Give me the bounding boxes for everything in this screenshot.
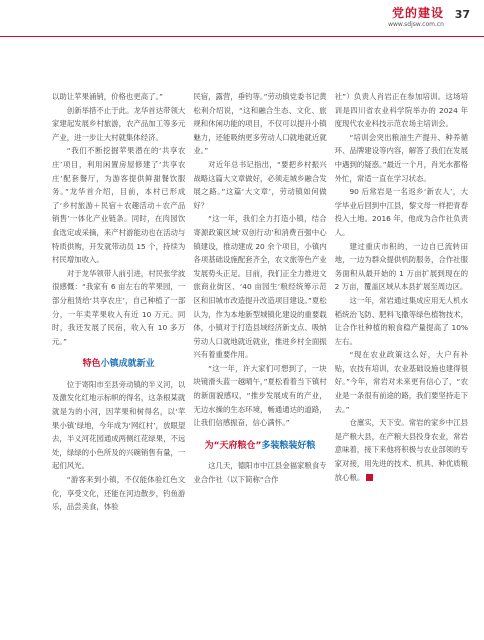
paragraph: 以助让苹果涌销，价格也更高了。”	[52, 92, 163, 101]
page-header	[0, 0, 484, 40]
paragraph: 社”）负责人肖岩正在参加培训。这场培训是四川省农业科学院举办的 2024 年度现代农业科技示范农场主培训会。	[334, 92, 468, 129]
paragraph: “我们不断挖掘苹果潜在的‘共享农庄’项目，利用闲置房屋修建了‘共享农庄’配套餐厅，为游客提供鲜甜餐饮服务。”龙华首介绍，目前，本村已形成了‘乡村旅游＋民宿＋农趣活动＋农产品销售’一体化产业链条。同时，在肉园饮食选定或采摘，来产村游能动也在活动与特质供购，开发就带动员 15 个，持续为村民增加收入。	[52, 146, 186, 265]
paragraph: 建过重庆市积的，一边自已流转田地，一边为群众提供机防服务，合作社服务面积从最开始的 1 万亩扩展到现在的 2 万亩，覆盖区域从本县扩展至周边区。	[334, 241, 468, 292]
paragraph: 对于龙华领带人前引进，村民张学波很感慨：“我家有 6 亩左右的苹果园，一部分租赁给‘共享农庄’，自己种植了一部分，一年卖苹果收入有近 10 万元。同时，我还发展了民宿，收入有 10 多万元。”	[52, 268, 186, 346]
header-rule	[0, 36, 484, 37]
paragraph: 仓廪实，天下安。常岩的家乡中江县是产粮大县，在产粮大县投身农业，常岩意味着，接下来他将积极与农业部领的专家对接，用先进的技术、机具、种优质粮放心粮。	[334, 418, 468, 482]
paragraph: 这几天，德阳市中江县金福家粮食专业合作社（以下简称“合作	[193, 461, 327, 485]
paragraph: “游客来到小镇，不仅能体验红色文化，享受文化，还能在河边散步，钓鱼游乐，品尝美食，体验	[52, 475, 186, 512]
paragraph: “培训会突出粮油生产提升、种养循环、品牌建设等内容，解答了我们在发展中遇到的疑惑。”最近一个月，肖光水都格外忙，常适一直在学习状态。	[334, 132, 468, 183]
column-2	[193, 90, 326, 630]
section-title-accent: 为“天府粮仓”	[204, 440, 262, 451]
section-title-rest: 小镇成就新业	[100, 359, 155, 370]
paragraph: “这一年，许大家们可想到了，一块块镜滑头蓝一越晴午，”夏松看着当下镇村的新面貌感叹，“推步发展成有的产业，无边水操的生态环境，畅通通达的道路，让我们信感振奋，信心满怀。”	[193, 363, 327, 428]
page-number: 37	[454, 8, 470, 21]
paragraph: “这一年，我们全力打造小镇，结合寄源政策区域‘双创行动’和消费百强中心镇建设，推动建成 20 余个项目，小镇内各项基础设施配套齐全，农文旅等色产业发展势头正足。目前，我们正全力推进文旅商业街区、‘40 亩园生’粮经统筹示范区和旧城市改造提升改造项目建设。”夏松认为，作为本地新型城镇化建设的重要载体，小镇对于打造县域经济新支点、吸纳劳动人口就地就近就业，推进乡村全面振兴有着重要作用。	[193, 214, 327, 360]
column-3	[335, 90, 468, 630]
paragraph: 民宿，露营，垂钓等。”劳动镇党委书记黄松利介绍说，“这和融合生态、文化、旅规和休闲功能的项目，不仅可以提升小镇魅力，还能吸纳更多劳动人口就地就近就业。”	[193, 92, 327, 156]
paragraph: 对近年总书记指出，“要把乡村振兴战略这篇大文章做好，必须走城乡融合发展之路。”这篇‘大文章’，劳动镇如何做好？	[193, 159, 327, 210]
magazine-url: www.sdjsw.com.cn	[388, 21, 444, 28]
article-end-mark	[366, 474, 373, 481]
article-columns	[52, 90, 468, 630]
magazine-logo: 党的建设	[391, 6, 444, 20]
paragraph: 创新举措不止于此。龙华首达带领大家建起发展乡村旅游，农产品加工等多元产业，进一步让大村就集体经济。	[52, 105, 186, 142]
section-title-rest: 多装粮装好粮	[261, 440, 316, 451]
section-title	[193, 440, 326, 454]
paragraph: 位于寄阳市至县旁动镇的半义河，以及激发化红地示标帜的得名，这条根某就就是为的小河，因苹果和树得名，以‘苹果小镇’绿地，今年成为‘网红村’，放眼望去，半义河花园通成两侧红花绿果，不远处，绿绿的小色所及的兴碗销售有量，一起们风光。	[52, 379, 186, 471]
column-1	[52, 90, 185, 630]
paragraph: 这一年，常岩通过集成应用无人机水稻统治飞防、肥料飞撒等绿色植物技术，让合作社种植的粮食稳产量提高了 10% 左右。	[334, 295, 468, 346]
section-title-accent: 特色	[82, 359, 101, 370]
paragraph: 90 后常岩是一名返乡‘新农人’，大学毕业后回到中江县，黎文母一样把青春投入土地。2016 年，他成为合作社负责人。	[334, 187, 468, 237]
section-title	[52, 358, 185, 372]
paragraph: “现在农业政策这么好，大户有补贴，农技有培训，农业基础设施也建得很好。”今年，常岩对未来更有信心了，“农业是一条很有前途的路，我们要坚持走下去。”	[334, 350, 468, 414]
